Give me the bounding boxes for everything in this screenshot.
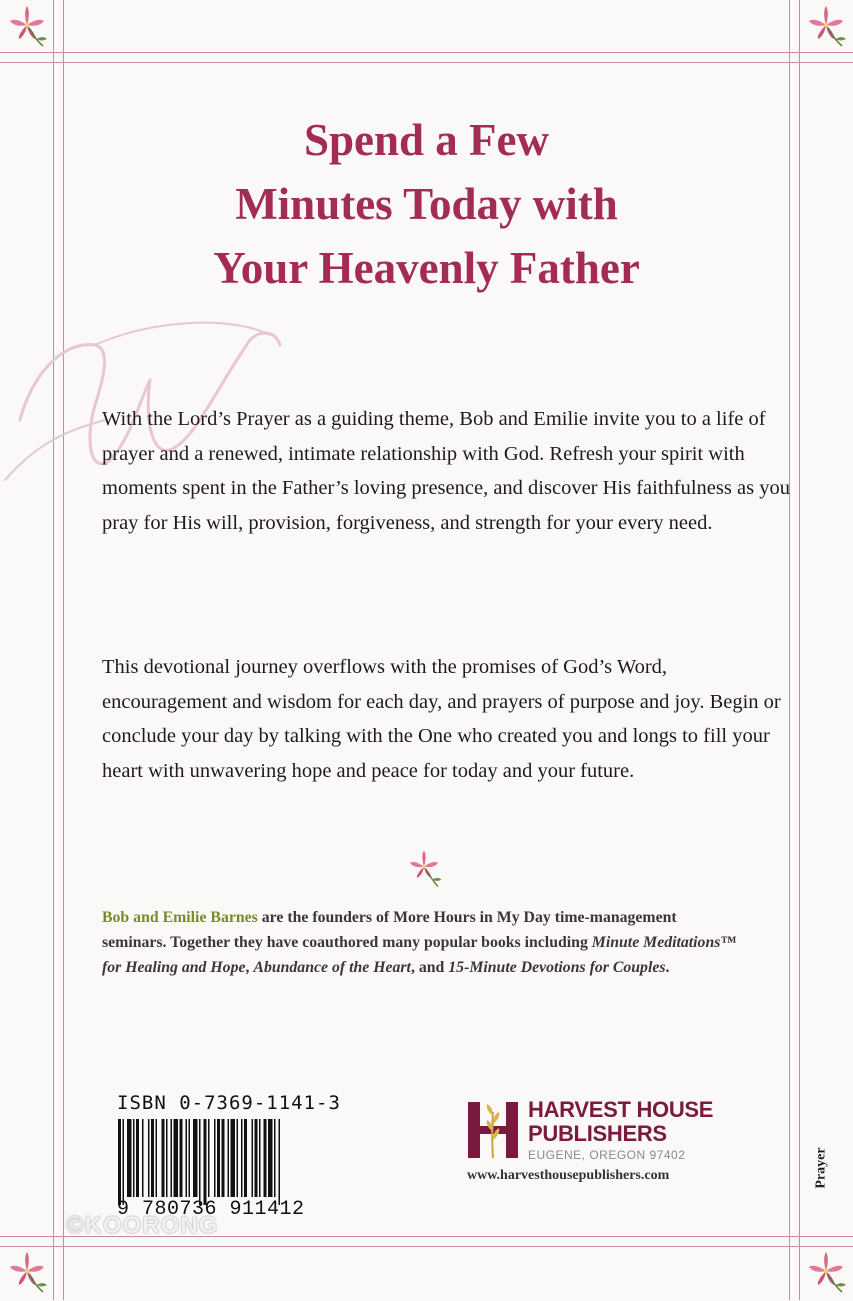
publisher-name (528, 1098, 713, 1146)
frame-line-bottom-2 (0, 1246, 853, 1247)
publisher-city: EUGENE, OREGON 97402 (528, 1148, 686, 1162)
headline-line-1: Spend a Few (303, 115, 550, 165)
lily-flower-icon (4, 4, 50, 50)
bio-end: . (665, 959, 670, 976)
publisher-url: www.harvesthousepublishers.com (467, 1168, 670, 1183)
watermark: ©KOORONG (66, 1212, 219, 1239)
book-title-1: Minute Meditations™ for Healing and Hope (102, 934, 737, 976)
lily-flower-icon (803, 4, 849, 50)
description-paragraph-1: With the Lord’s Prayer as a guiding theme, Bob and Emilie invite you to a life of prayer and a renewed, intimate relationship with God. Refresh your spirit with moments spent in the Father’s loving presence, and discover His faithfulness as you pray for His will, provision, forgiveness, and strength for your every need. (102, 408, 790, 534)
book-title-2: Abundance of the Heart (253, 959, 411, 976)
frame-line-right-2 (799, 0, 800, 1300)
frame-line-top-1 (0, 52, 853, 53)
headline-line-2: Minutes Today with (235, 179, 618, 229)
book-title-3: 15-Minute Devotions for Couples (448, 959, 666, 976)
harvest-house-logo-icon (466, 1098, 524, 1162)
frame-line-top-2 (0, 62, 853, 63)
bio-separator: , (245, 959, 254, 976)
spine-label-text: Prayer (814, 1147, 830, 1189)
author-names: Bob and Emilie Barnes (102, 909, 258, 926)
frame-line-left-1 (53, 0, 54, 1300)
author-bio (102, 905, 742, 980)
barcode-digits: 9 780736 911412 (117, 1198, 305, 1221)
description-paragraph-2: This devotional journey overflows with the promises of God’s Word, encouragement and wisdom for each day, and prayers of purpose and joy. Begin or conclude your day by talking with the One who created you and longs to fill your heart with unwavering hope and peace for today and your future. (102, 656, 781, 782)
lily-flower-icon (404, 848, 444, 892)
lily-flower-icon (4, 1250, 50, 1296)
bio-text: are the founders of More Hours in My Day time-management seminars. Together they have coauthored many popular books including (102, 909, 677, 951)
lily-flower-icon (803, 1250, 849, 1296)
spine-category-label (812, 1138, 832, 1198)
bio-separator: , and (410, 959, 449, 976)
publisher-name-line-2: PUBLISHERS (528, 1121, 667, 1146)
headline (60, 108, 793, 300)
isbn-label: ISBN 0-7369-1141-3 (117, 1092, 341, 1114)
headline-line-3: Your Heavenly Father (213, 243, 640, 293)
publisher-name-line-1: HARVEST HOUSE (528, 1097, 714, 1122)
barcode (116, 1119, 360, 1205)
